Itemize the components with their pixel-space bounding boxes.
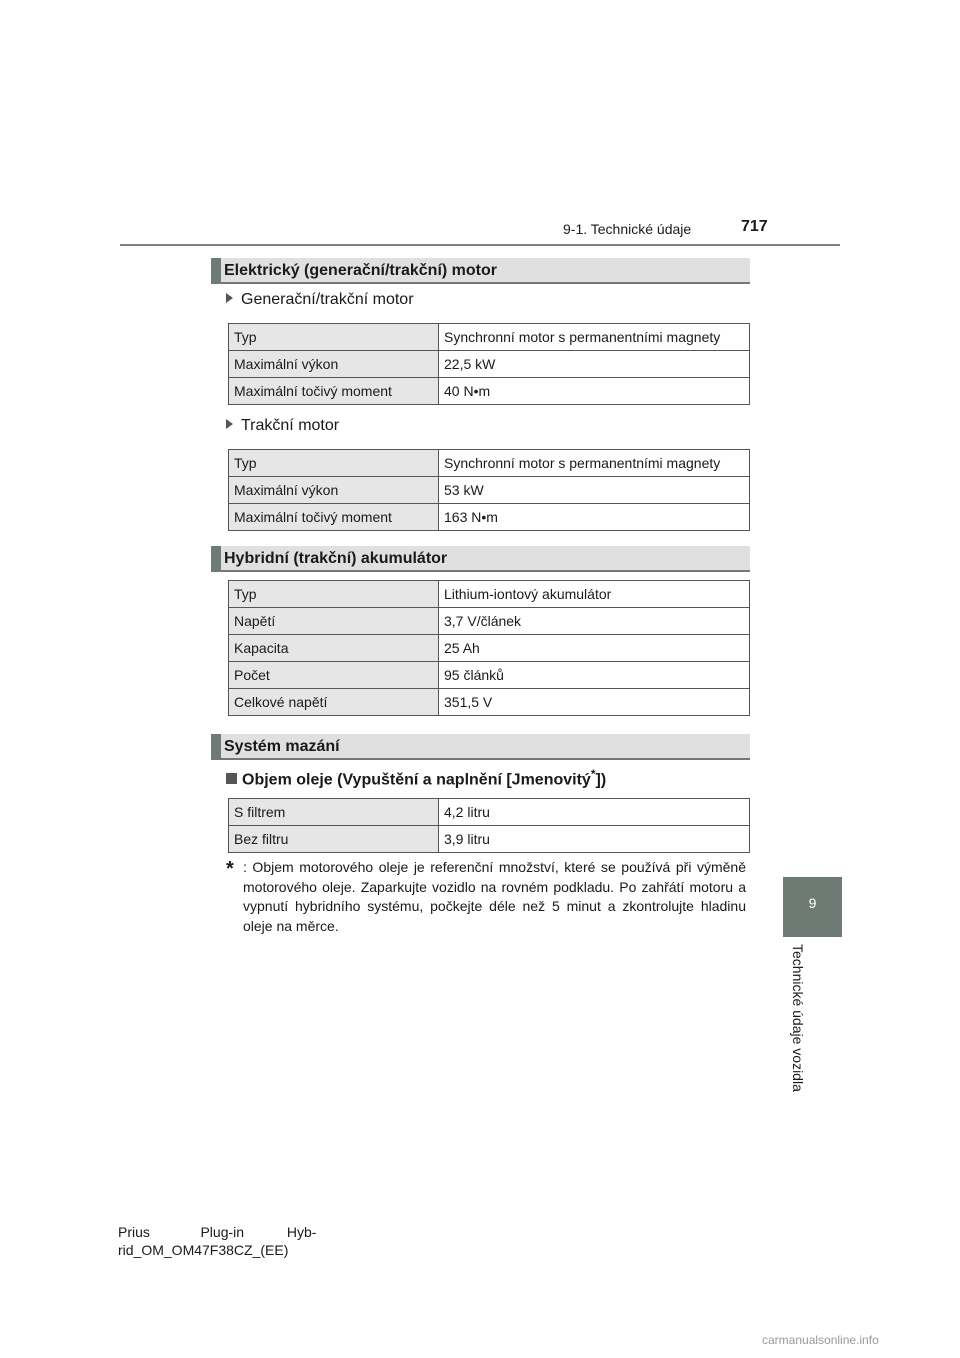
table-row <box>229 635 750 662</box>
table-row <box>229 662 750 689</box>
section-heading-lubrication: Systém mazání <box>211 734 750 760</box>
table-cell-label: Celkové napětí <box>229 689 439 716</box>
footer <box>118 1223 316 1259</box>
square-bullet-icon <box>226 773 237 784</box>
table-cell-value: 25 Ah <box>439 635 750 662</box>
table-row <box>229 608 750 635</box>
section-heading-electric-motor: Elektrický (generační/trakční) motor <box>211 258 750 284</box>
subheading-traction-motor <box>226 417 339 435</box>
table-cell-value: Synchronní motor s permanentními magnety <box>439 324 750 351</box>
subheading-oil-capacity <box>226 767 606 789</box>
table-cell-value: Lithium-iontový akumulátor <box>439 581 750 608</box>
table-cell-value: Synchronní motor s permanentními magnety <box>439 450 750 477</box>
subheading-oil-end: ]) <box>595 771 607 789</box>
watermark: carmanualsonline.info <box>762 1333 879 1347</box>
footnote-mark <box>226 858 234 880</box>
subheading-generator-motor-text: Generační/trakční motor <box>241 291 414 308</box>
table-cell-label: Maximální točivý moment <box>229 378 439 405</box>
footnote <box>226 858 746 936</box>
table-cell-value: 3,9 litru <box>439 826 750 853</box>
footer-line2: rid_OM_OM47F38CZ_(EE) <box>118 1242 289 1258</box>
table-cell-value: 95 článků <box>439 662 750 689</box>
table-cell-value: 40 N•m <box>439 378 750 405</box>
table-row <box>229 450 750 477</box>
table-cell-value: 4,2 litru <box>439 799 750 826</box>
table-cell-label: Maximální točivý moment <box>229 504 439 531</box>
table-cell-value: 3,7 V/článek <box>439 608 750 635</box>
oil-capacity-table <box>228 798 750 853</box>
table-cell-value: 53 kW <box>439 477 750 504</box>
table-row <box>229 324 750 351</box>
chapter-tab-label: Technické údaje vozidla <box>790 944 806 1092</box>
footnote-star: * <box>590 767 596 781</box>
table-cell-label: Typ <box>229 324 439 351</box>
table-cell-value: 163 N•m <box>439 504 750 531</box>
table-row <box>229 351 750 378</box>
chapter-tab <box>783 877 842 937</box>
traction-motor-table <box>228 449 750 531</box>
table-cell-label: S filtrem <box>229 799 439 826</box>
table-cell-label: Počet <box>229 662 439 689</box>
table-cell-value: 351,5 V <box>439 689 750 716</box>
table-row <box>229 477 750 504</box>
table-cell-label: Kapacita <box>229 635 439 662</box>
table-row <box>229 799 750 826</box>
table-cell-label: Bez filtru <box>229 826 439 853</box>
subheading-generator-motor <box>226 291 414 309</box>
table-cell-label: Typ <box>229 581 439 608</box>
table-row <box>229 504 750 531</box>
table-cell-label: Maximální výkon <box>229 477 439 504</box>
arrow-right-icon <box>226 419 233 429</box>
footnote-text: : Objem motorového oleje je referenční množství, které se používá při výměně motorového oleje. Zaparkujte vozidlo na rovném podkladu. Po zahřátí motoru a vypnutí hybridního systému, počkejte déle než 5 minut a zkontrolujte hladinu oleje na měrce. <box>243 859 746 934</box>
table-row <box>229 689 750 716</box>
battery-table <box>228 580 750 716</box>
footer-line1: Prius Plug-in Hyb- <box>118 1224 317 1240</box>
section-heading-hybrid-battery: Hybridní (trakční) akumulátor <box>211 546 750 572</box>
table-row <box>229 826 750 853</box>
subheading-oil-text: Objem oleje (Vypuštění a naplnění [Jmenovitý <box>242 771 591 789</box>
generator-motor-table <box>228 323 750 405</box>
table-cell-value: 22,5 kW <box>439 351 750 378</box>
table-row <box>229 581 750 608</box>
table-row <box>229 378 750 405</box>
table-cell-label: Maximální výkon <box>229 351 439 378</box>
chapter-tab-number: 9 <box>808 895 817 911</box>
table-cell-label: Napětí <box>229 608 439 635</box>
header-rule <box>120 244 840 246</box>
arrow-right-icon <box>226 293 233 303</box>
header-section-title: 9-1. Technické údaje <box>563 221 692 237</box>
table-cell-label: Typ <box>229 450 439 477</box>
page-number: 717 <box>741 218 768 235</box>
footnote-star-mark: * <box>226 858 234 880</box>
subheading-traction-motor-text: Trakční motor <box>241 417 340 434</box>
